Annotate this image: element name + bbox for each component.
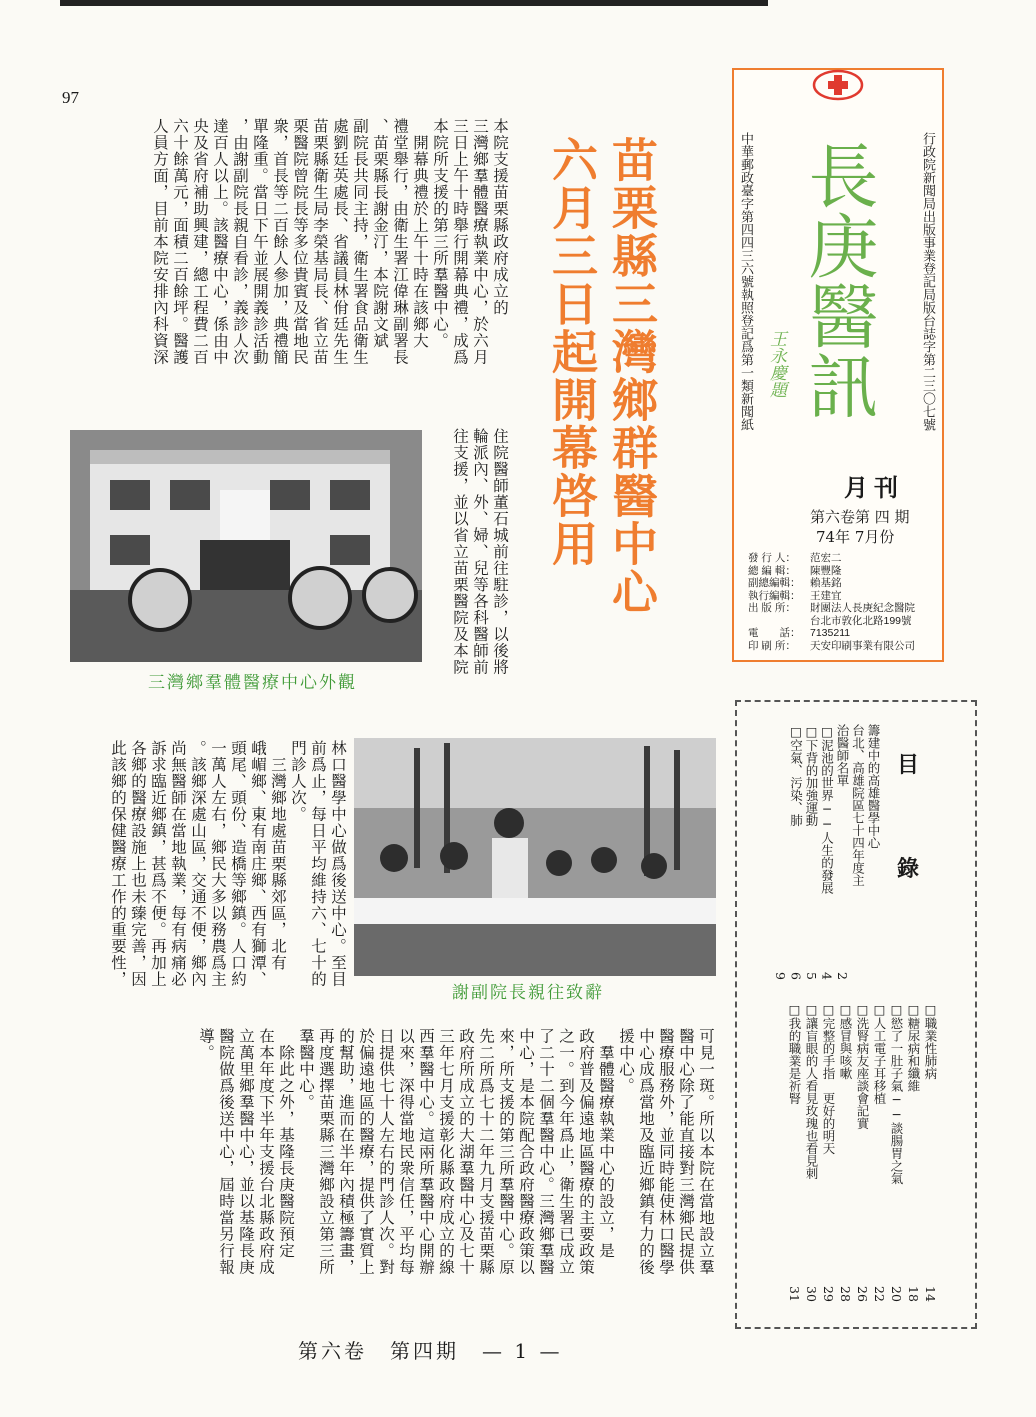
staff-role: 出 版 所： <box>748 602 796 614</box>
toc-item-page: 29 <box>821 1286 836 1302</box>
article-column: 西羣醫中心。這兩所羣醫中心開辦 <box>417 1028 435 1276</box>
article-column: 尚無醫師在當地執業，每有病痛必 <box>169 740 187 988</box>
registration-2: 中華郵政臺字第四四三六號執照登記爲第一類新聞紙 <box>739 132 754 431</box>
article-column: 達百人以上。該醫療中心，係由中 <box>211 118 229 366</box>
masthead-title: 長庚醫訊 <box>797 140 879 420</box>
toc-heading-2: 錄 <box>897 856 920 882</box>
article-column: 在本年度下半年支援台北縣政府成 <box>257 1028 275 1276</box>
article-column: 林口醫學中心做爲後送中心。至目 <box>329 740 347 988</box>
article-column: 此該鄉的保健醫療工作的重要性， <box>109 740 127 988</box>
article-column: 的幫助，進而在半年內積極籌畫， <box>337 1028 355 1276</box>
staff-role: 發 行 人： <box>748 552 796 564</box>
toc-item-title: □泥池的世界──人生的發展 <box>819 724 835 894</box>
article-mid-text <box>66 740 348 1000</box>
article-column: 。該鄉深處山區，交通不便，鄉內 <box>189 740 207 988</box>
headline-line2: 六月三日起開幕啓用 <box>545 136 599 568</box>
article-column: 頭尾、頭份、造橋等鄉鎮。人口約 <box>229 740 247 988</box>
toc-item[interactable] <box>922 1002 939 1302</box>
staff-name: 台北市敦化北路199號 <box>810 614 912 627</box>
calligrapher-credit: 王永慶題 <box>766 330 786 398</box>
toc-item[interactable] <box>866 724 882 980</box>
article-column: 三灣鄉羣體醫療執業中心，於六月 <box>471 118 489 366</box>
headline-line1: 苗栗縣三灣鄉群醫中心 <box>605 136 659 616</box>
article-column: 中心成爲當地及臨近鄉鎮有力的後 <box>637 1028 655 1276</box>
staff-row <box>748 627 938 640</box>
staff-role: 電 話： <box>748 627 801 639</box>
staff-role: 總 編 輯： <box>748 564 796 577</box>
toc-item[interactable] <box>850 724 866 980</box>
article-column: 各鄉的醫療設施上也未臻完善，因 <box>129 740 147 988</box>
toc-item[interactable] <box>788 724 804 980</box>
article-column: 醫院做爲後送中心，屆時當另行報 <box>217 1028 235 1276</box>
toc-item[interactable] <box>803 1002 820 1302</box>
article-column: 開幕典禮於上午十時在該鄉大 <box>411 118 429 349</box>
toc-item-title: □職業性肺病 <box>923 1002 938 1080</box>
table-of-contents <box>735 700 977 1329</box>
toc-item-page: 30 <box>804 1286 819 1302</box>
toc-item[interactable] <box>786 1002 803 1302</box>
article-column: 一萬人左右，鄉民大多以務農爲主 <box>209 740 227 988</box>
article-column: 前爲止，每日平均維持六、七十的 <box>309 740 327 988</box>
toc-item-title: 籌建中的高雄醫學中心 <box>866 724 881 849</box>
article-column: 日提供七十人左右的門診人次。對 <box>377 1028 395 1276</box>
toc-item-title: □下背的加強運動 <box>804 724 819 827</box>
registration-1: 行政院新聞局出版事業登記局版台誌字第二三〇七號 <box>921 132 936 431</box>
article-column: 峨嵋鄉、東有南庄鄉、西有獅潭、 <box>249 740 267 988</box>
issue-number: 第六卷第 四 期 <box>810 508 910 526</box>
staff-name: 陳豐隆 <box>810 564 842 577</box>
staff-role: 印 刷 所： <box>748 639 796 652</box>
photo2-caption: 謝副院長親往致辭 <box>452 983 604 1003</box>
article-column: 之一。到今年爲止，衛生署已成立 <box>557 1028 575 1276</box>
toc-item-title: □空氣、污染、肺 <box>788 724 804 827</box>
toc-item-page: 9 <box>773 972 788 980</box>
toc-group-2 <box>769 1002 939 1302</box>
headline <box>542 136 662 616</box>
page-number: 97 <box>62 88 79 107</box>
article-column: 副院長共同主持，衛生署食品衛生 <box>351 118 369 366</box>
article-column: 栗醫院曾院長等多位貴賓及當地民 <box>291 118 309 366</box>
article-column: 門診人次。 <box>289 740 307 823</box>
toc-item-title: □人工電子耳移植 <box>872 1002 887 1105</box>
article-column: 了二十二個羣醫中心。三灣鄉羣醫 <box>537 1028 555 1276</box>
ceremony-speech-photo <box>354 738 716 976</box>
article-column: 單隆重。當日下午並展開義診活動 <box>251 118 269 366</box>
toc-item[interactable] <box>871 1002 888 1302</box>
article-lower-text <box>70 1028 716 1308</box>
issue-date: 74年 7月份 <box>816 528 895 546</box>
staff-row <box>748 640 938 653</box>
toc-item-title: 台北、高雄院區七十四年度主 <box>850 724 866 887</box>
article-column: 來，所支援的第三所羣醫中心。原 <box>497 1028 515 1276</box>
toc-item-page: 14 <box>923 1286 938 1302</box>
article-column: 羣醫中心。 <box>297 1028 315 1111</box>
article-column: 處劉廷英處長、省議員林佾廷先生 <box>331 118 349 366</box>
article-column: 衆，首長等二百餘人參加，典禮簡 <box>271 118 289 366</box>
article-side-text <box>430 428 510 698</box>
staff-row <box>748 565 938 578</box>
staff-name: 賴基銘 <box>810 577 842 589</box>
clinic-building-illustration <box>70 430 422 662</box>
toc-item-page: 22 <box>872 1286 887 1302</box>
toc-item-page: 2 <box>835 972 850 980</box>
article-column: 除此之外，基隆長庚醫院預定 <box>277 1028 295 1259</box>
toc-item-title: □讓盲眼的人看見玫瑰也看見刺 <box>804 1002 819 1180</box>
toc-item-page: 5 <box>804 972 819 980</box>
article-column: 苗栗縣衛生局李榮基局長、省立苗 <box>311 118 329 366</box>
toc-item[interactable] <box>905 1002 922 1302</box>
article-column: 可見一斑。所以本院在當地設立羣 <box>697 1028 715 1276</box>
article-column: ，由謝副院長親自看診，義診人次 <box>231 118 249 366</box>
masthead-box <box>732 68 944 662</box>
toc-heading-1: 目 <box>897 752 920 778</box>
article-column: 住院醫師董石城前往駐診，以後將 <box>491 428 509 676</box>
article-column: 醫中心除了能直接對三灣鄉民提供 <box>677 1028 695 1276</box>
toc-item-title: □感冒與咳嗽 <box>838 1002 853 1080</box>
ceremony-illustration <box>354 738 716 976</box>
staff-row <box>748 602 938 615</box>
toc-item[interactable] <box>820 1002 837 1302</box>
staff-row <box>748 577 938 590</box>
red-cross-emblem <box>808 68 868 102</box>
toc-item-title: □洗腎病友座談會記實 <box>855 1002 870 1130</box>
article-column: 六十餘萬元，面積二百餘坪。醫護 <box>171 118 189 366</box>
article-column: 導。 <box>197 1028 215 1061</box>
toc-group-1 <box>771 724 881 980</box>
staff-role: 副總編輯： <box>748 577 801 589</box>
article-column: 本院支援苗栗縣政府成立的 <box>491 118 509 316</box>
toc-item-title: □慾了一肚子氣──談腸胃之氣 <box>889 1002 904 1185</box>
staff-row <box>748 615 938 628</box>
article-column: 援中心。 <box>617 1028 635 1094</box>
staff-row <box>748 590 938 603</box>
toc-item[interactable] <box>888 1002 905 1302</box>
toc-item-title: 治醫師名單 <box>835 724 850 787</box>
staff-row <box>748 552 938 565</box>
toc-item[interactable] <box>804 724 820 980</box>
article-column: 醫療服務外，並同時能使林口醫學 <box>657 1028 675 1276</box>
monthly-label: 月刊 <box>844 474 904 502</box>
article-column: 立萬里鄉羣醫中心，並以基隆長庚 <box>237 1028 255 1276</box>
toc-item[interactable] <box>773 724 789 980</box>
toc-item[interactable] <box>837 1002 854 1302</box>
article-upper-text <box>70 118 510 388</box>
toc-item[interactable] <box>854 1002 871 1302</box>
toc-item-page: 6 <box>788 972 804 980</box>
toc-item-page: 31 <box>787 1286 802 1302</box>
toc-item-page: 4 <box>819 972 835 980</box>
article-column: 央及省府補助興建，總工程費二百 <box>191 118 209 366</box>
article-column: 政府所成立的大湖羣醫中心及七十 <box>457 1028 475 1276</box>
article-column: 訴求臨近鄉鎮，甚爲不便。再加上 <box>149 740 167 988</box>
toc-item[interactable] <box>835 724 851 980</box>
article-column: 三年七月支援彰化縣政府成立的線 <box>437 1028 455 1276</box>
staff-name: 王建宜 <box>810 589 842 602</box>
toc-item-page: 26 <box>855 1286 870 1302</box>
toc-item-title: □糖尿病和纖維 <box>906 1002 921 1092</box>
staff-name: 天安印刷事業有限公司 <box>810 639 915 652</box>
article-column: 本院所支援的第三所羣醫中心。 <box>431 118 449 349</box>
photo1-caption: 三灣鄉羣體醫療中心外觀 <box>148 673 357 693</box>
toc-item-page: 18 <box>906 1286 921 1302</box>
top-rule <box>60 0 768 6</box>
staff-list <box>748 552 938 652</box>
toc-item-title: □完整的手指 更好的明天 <box>821 1002 836 1155</box>
article-column: 輪派內、外、婦、兒等各科醫師前 <box>471 428 489 676</box>
article-column: 禮堂舉行，由衛生署江偉琳副署長 <box>391 118 409 366</box>
toc-item-page: 28 <box>838 1286 853 1302</box>
article-column: 政府普及偏遠地區醫療的主要政策 <box>577 1028 595 1276</box>
article-column: 於偏遠地區的醫療，提供了實質上 <box>357 1028 375 1276</box>
staff-role: 執行編輯： <box>748 589 801 602</box>
staff-name: 范宏二 <box>810 552 842 564</box>
toc-item-title: □我的職業是祈腎 <box>787 1002 802 1105</box>
article-column: 人員方面，目前本院安排內科資深 <box>151 118 169 366</box>
toc-item[interactable] <box>819 724 835 980</box>
article-column: 以來，深得當地民衆信任，平均每 <box>397 1028 415 1276</box>
staff-name: 7135211 <box>810 627 851 639</box>
article-column: 三灣鄉地處苗栗縣郊區，北有 <box>269 740 287 971</box>
article-column: 中心，是本院配合政府醫療政策以 <box>517 1028 535 1276</box>
article-column: 往支援，並以省立苗栗醫院及本院 <box>451 428 469 676</box>
article-column: 羣體醫療執業中心的設立，是 <box>597 1028 615 1259</box>
clinic-exterior-photo <box>70 430 422 662</box>
article-column: 、苗栗縣長謝金汀，本院謝文斌 <box>371 118 389 349</box>
article-column: 先二所爲七十二年九月支援苗栗縣 <box>477 1028 495 1276</box>
article-column: 再度選擇苗栗縣三灣鄉設立第三所 <box>317 1028 335 1276</box>
staff-name: 財團法人長庚紀念醫院 <box>810 602 915 614</box>
article-column: 三日上午十時舉行開幕典禮，成爲 <box>451 118 469 366</box>
toc-item-page: 20 <box>889 1286 904 1302</box>
page-footer: 第六卷 第四期 — 1 — <box>298 1339 563 1363</box>
red-cross-icon <box>808 68 868 102</box>
